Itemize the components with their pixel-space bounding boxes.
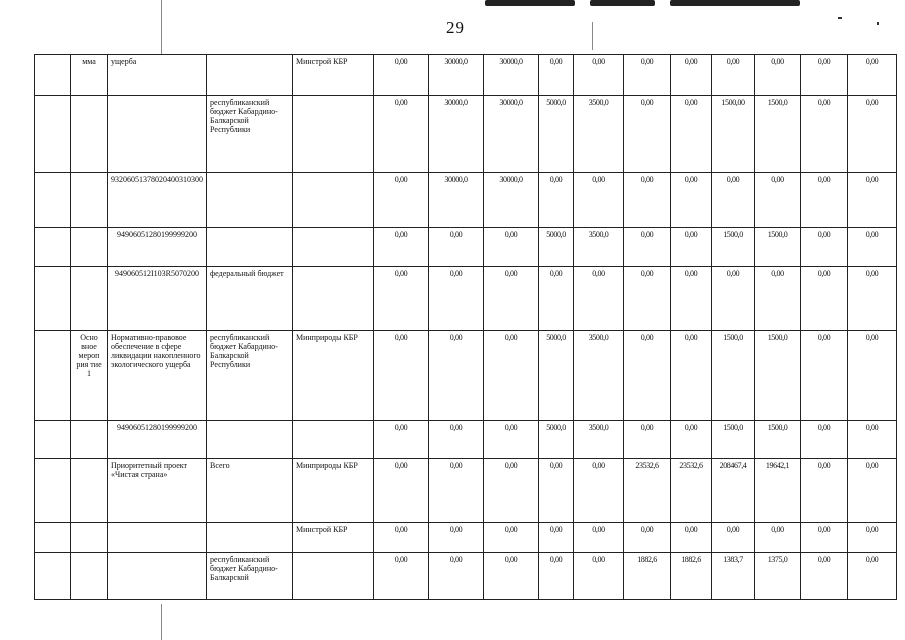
value-cell: 0,00	[429, 459, 484, 523]
value-cell: 0,00	[429, 553, 484, 600]
page-number: 29	[446, 18, 465, 37]
value-cell: 30000,0	[429, 173, 484, 228]
text-cell: 94906051280199999200	[108, 228, 207, 267]
text-cell	[71, 228, 108, 267]
text-cell	[71, 523, 108, 553]
text-cell	[35, 331, 71, 421]
value-cell: 0,00	[484, 523, 539, 553]
value-cell: 0,00	[574, 173, 624, 228]
text-cell	[207, 523, 293, 553]
value-cell: 0,00	[801, 553, 848, 600]
value-cell: 0,00	[624, 173, 671, 228]
value-cell: 0,00	[484, 459, 539, 523]
text-cell	[35, 459, 71, 523]
value-cell: 0,00	[574, 55, 624, 96]
scan-guide-line	[592, 22, 593, 50]
value-cell: 5000,0	[539, 228, 574, 267]
text-cell	[71, 173, 108, 228]
value-cell: 0,00	[671, 228, 712, 267]
text-cell: Осно вное мероп рия тие 1	[71, 331, 108, 421]
text-cell	[35, 228, 71, 267]
value-cell: 1882,6	[671, 553, 712, 600]
value-cell: 1500,0	[712, 228, 755, 267]
text-cell	[207, 173, 293, 228]
table-row	[35, 55, 897, 96]
value-cell: 0,00	[801, 96, 848, 173]
value-cell: 5000,0	[539, 421, 574, 459]
text-cell: Нормативно-правовое обеспечение в сфере ликвидации накопленного экологического ущерба	[108, 331, 207, 421]
value-cell: 0,00	[539, 173, 574, 228]
value-cell: 0,00	[624, 523, 671, 553]
text-cell: федеральный бюджет	[207, 267, 293, 331]
value-cell: 0,00	[848, 96, 897, 173]
text-cell	[71, 553, 108, 600]
value-cell: 0,00	[429, 331, 484, 421]
value-cell: 1882,6	[624, 553, 671, 600]
value-cell: 0,00	[574, 553, 624, 600]
value-cell: 0,00	[671, 267, 712, 331]
table-body	[35, 55, 897, 600]
value-cell: 0,00	[801, 331, 848, 421]
value-cell: 5000,0	[539, 331, 574, 421]
table-row	[35, 331, 897, 421]
value-cell: 0,00	[712, 523, 755, 553]
text-cell: Минстрой КБР	[293, 55, 374, 96]
value-cell: 0,00	[374, 421, 429, 459]
value-cell: 0,00	[848, 459, 897, 523]
text-cell	[35, 267, 71, 331]
value-cell: 1500,0	[755, 96, 801, 173]
text-cell	[207, 421, 293, 459]
value-cell: 0,00	[429, 421, 484, 459]
text-cell	[35, 523, 71, 553]
value-cell: 0,00	[374, 55, 429, 96]
value-cell: 0,00	[429, 228, 484, 267]
value-cell: 19642,1	[755, 459, 801, 523]
value-cell: 0,00	[848, 523, 897, 553]
value-cell: 0,00	[755, 55, 801, 96]
value-cell: 0,00	[374, 267, 429, 331]
value-cell: 0,00	[429, 267, 484, 331]
value-cell: 0,00	[429, 523, 484, 553]
text-cell: Всего	[207, 459, 293, 523]
value-cell: 0,00	[539, 459, 574, 523]
value-cell: 0,00	[539, 267, 574, 331]
text-cell	[293, 96, 374, 173]
value-cell: 0,00	[539, 553, 574, 600]
value-cell: 0,00	[755, 173, 801, 228]
value-cell: 208467,4	[712, 459, 755, 523]
value-cell: 0,00	[848, 228, 897, 267]
value-cell: 0,00	[712, 55, 755, 96]
text-cell	[293, 267, 374, 331]
text-cell: Приоритетный проект «Чистая страна»	[108, 459, 207, 523]
value-cell: 30000,0	[429, 96, 484, 173]
text-cell	[71, 267, 108, 331]
value-cell: 1500,0	[712, 331, 755, 421]
value-cell: 3500,0	[574, 228, 624, 267]
value-cell: 0,00	[671, 523, 712, 553]
clipped-header-mark	[485, 0, 575, 6]
text-cell	[35, 553, 71, 600]
value-cell: 0,00	[574, 459, 624, 523]
table-row	[35, 267, 897, 331]
text-cell	[207, 228, 293, 267]
text-cell	[35, 173, 71, 228]
text-cell	[293, 173, 374, 228]
value-cell: 30000,0	[484, 55, 539, 96]
value-cell: 23532,6	[671, 459, 712, 523]
text-cell	[35, 55, 71, 96]
value-cell: 0,00	[712, 267, 755, 331]
text-cell: 93206051378020400310300	[108, 173, 207, 228]
scan-speck	[877, 22, 879, 25]
value-cell: 0,00	[374, 459, 429, 523]
text-cell	[108, 553, 207, 600]
clipped-header-mark	[590, 0, 655, 6]
table-row	[35, 553, 897, 600]
value-cell: 0,00	[624, 267, 671, 331]
text-cell	[293, 553, 374, 600]
value-cell: 0,00	[624, 421, 671, 459]
text-cell	[71, 459, 108, 523]
text-cell: мма	[71, 55, 108, 96]
clipped-header-mark	[670, 0, 800, 6]
table-row	[35, 173, 897, 228]
value-cell: 0,00	[374, 96, 429, 173]
value-cell: 0,00	[484, 228, 539, 267]
value-cell: 0,00	[671, 96, 712, 173]
text-cell: ущерба	[108, 55, 207, 96]
text-cell	[293, 228, 374, 267]
text-cell	[108, 96, 207, 173]
value-cell: 0,00	[801, 173, 848, 228]
value-cell: 1500,0	[755, 331, 801, 421]
text-cell: республиканский бюджет Кабардино-Балкарской Республики	[207, 331, 293, 421]
text-cell: Минприроды КБР	[293, 331, 374, 421]
value-cell: 3500,0	[574, 331, 624, 421]
text-cell	[71, 96, 108, 173]
value-cell: 0,00	[624, 96, 671, 173]
value-cell: 0,00	[671, 173, 712, 228]
value-cell: 1500,0	[712, 421, 755, 459]
table-row	[35, 523, 897, 553]
value-cell: 0,00	[848, 267, 897, 331]
value-cell: 0,00	[539, 523, 574, 553]
value-cell: 0,00	[848, 173, 897, 228]
value-cell: 23532,6	[624, 459, 671, 523]
value-cell: 0,00	[671, 331, 712, 421]
value-cell: 0,00	[848, 331, 897, 421]
value-cell: 5000,0	[539, 96, 574, 173]
value-cell: 0,00	[624, 228, 671, 267]
value-cell: 0,00	[484, 267, 539, 331]
value-cell: 0,00	[624, 331, 671, 421]
scan-speck	[838, 17, 842, 19]
value-cell: 0,00	[374, 331, 429, 421]
text-cell: 949060512I103R5070200	[108, 267, 207, 331]
table-row	[35, 421, 897, 459]
value-cell: 0,00	[848, 55, 897, 96]
text-cell	[207, 55, 293, 96]
value-cell: 0,00	[755, 523, 801, 553]
value-cell: 3500,0	[574, 421, 624, 459]
value-cell: 0,00	[755, 267, 801, 331]
text-cell: Минстрой КБР	[293, 523, 374, 553]
text-cell: республиканский бюджет Кабардино-Балкарской Республики	[207, 96, 293, 173]
value-cell: 0,00	[848, 553, 897, 600]
value-cell: 0,00	[484, 553, 539, 600]
value-cell: 0,00	[801, 228, 848, 267]
value-cell: 0,00	[484, 421, 539, 459]
text-cell	[293, 421, 374, 459]
scan-guide-line	[161, 0, 162, 54]
text-cell	[35, 421, 71, 459]
value-cell: 3500,0	[574, 96, 624, 173]
value-cell: 0,00	[624, 55, 671, 96]
value-cell: 0,00	[801, 267, 848, 331]
value-cell: 1500,0	[755, 228, 801, 267]
value-cell: 0,00	[801, 421, 848, 459]
value-cell: 1500,00	[712, 96, 755, 173]
value-cell: 30000,0	[484, 96, 539, 173]
budget-table	[34, 54, 897, 600]
value-cell: 0,00	[539, 55, 574, 96]
value-cell: 0,00	[801, 55, 848, 96]
value-cell: 0,00	[712, 173, 755, 228]
value-cell: 0,00	[374, 523, 429, 553]
value-cell: 0,00	[374, 553, 429, 600]
scan-guide-line	[161, 604, 162, 640]
value-cell: 1500,0	[755, 421, 801, 459]
table-row	[35, 96, 897, 173]
text-cell	[108, 523, 207, 553]
value-cell: 30000,0	[484, 173, 539, 228]
value-cell: 0,00	[574, 267, 624, 331]
value-cell: 0,00	[671, 55, 712, 96]
text-cell: 94906051280199999200	[108, 421, 207, 459]
value-cell: 0,00	[801, 459, 848, 523]
value-cell: 0,00	[671, 421, 712, 459]
value-cell: 0,00	[801, 523, 848, 553]
value-cell: 0,00	[848, 421, 897, 459]
value-cell: 1383,7	[712, 553, 755, 600]
value-cell: 1375,0	[755, 553, 801, 600]
value-cell: 30000,0	[429, 55, 484, 96]
text-cell	[35, 96, 71, 173]
text-cell: республиканский бюджет Кабардино-Балкарской	[207, 553, 293, 600]
table-row	[35, 459, 897, 523]
text-cell	[71, 421, 108, 459]
text-cell: Минприроды КБР	[293, 459, 374, 523]
value-cell: 0,00	[484, 331, 539, 421]
value-cell: 0,00	[374, 173, 429, 228]
value-cell: 0,00	[374, 228, 429, 267]
table-row	[35, 228, 897, 267]
value-cell: 0,00	[574, 523, 624, 553]
